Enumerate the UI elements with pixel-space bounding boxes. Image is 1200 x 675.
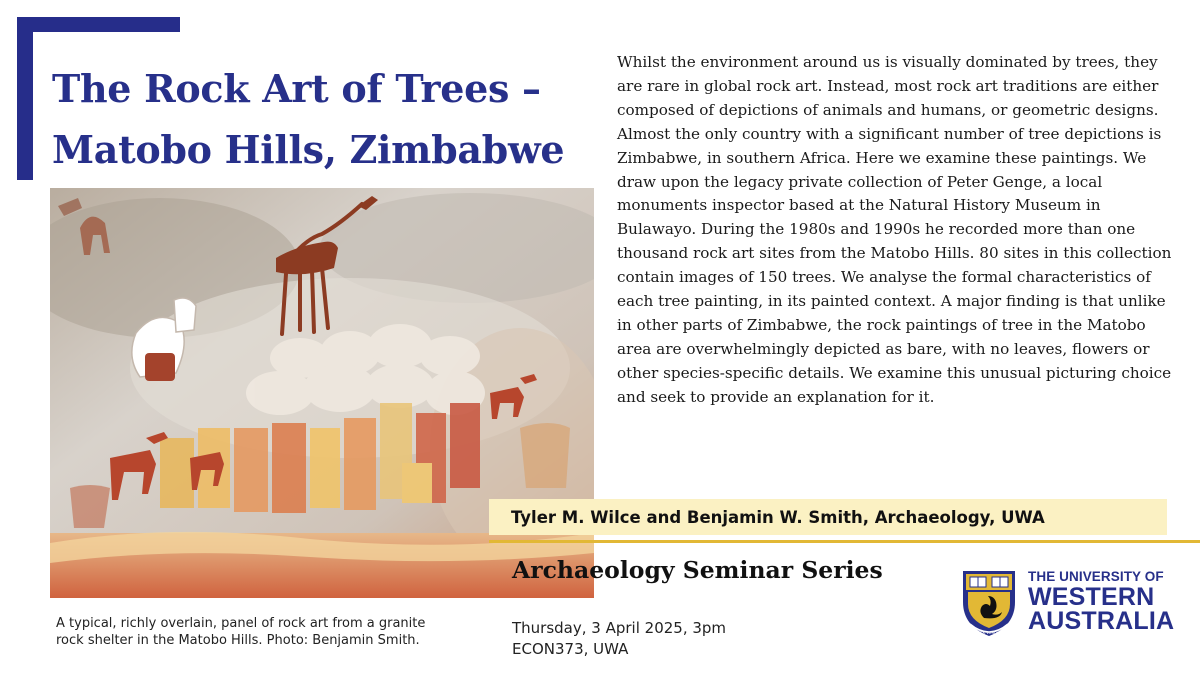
university-name-line-2: WESTERN bbox=[1028, 583, 1155, 611]
title-line-2: Matobo Hills, Zimbabwe bbox=[52, 127, 565, 172]
university-name-line-1: THE UNIVERSITY OF bbox=[1028, 569, 1164, 584]
slide-title bbox=[52, 58, 592, 180]
caption-line-2: rock shelter in the Matobo Hills. Photo: Benjamin Smith. bbox=[56, 633, 420, 648]
accent-bar-top bbox=[17, 17, 180, 32]
event-date-time: Thursday, 3 April 2025, 3pm bbox=[512, 619, 727, 637]
abstract-text: Whilst the environment around us is visually dominated by trees, they are rare in global rock art. Instead, most rock art traditions are either composed of depictions of animals and humans, or geometric designs. Almost the only country with a significant number of tree depictions is Zimbabwe, in southern Africa. Here we examine these paintings. We draw upon the legacy private collection of Peter Genge, a local monuments inspector based at the Natural History Museum in Bulawayo. During the 1980s and 1990s he recorded more than one thousand rock art sites from the Matobo Hills. 80 sites in this collection contain images of 150 trees. We analyse the formal characteristics of each tree painting, in its painted context. A major finding is that unlike in other parts of Zimbabwe, the rock paintings of tree in the Matobo area are overwhelmingly depicted as bare, with no leaves, flowers or other species-specific details. We examine this unusual picturing choice and seek to provide an explanation for it. bbox=[617, 53, 1172, 406]
crest-motto: SEEK WISDOM bbox=[974, 630, 1004, 635]
university-name bbox=[1028, 569, 1175, 635]
seminar-series-title: Archaeology Seminar Series bbox=[512, 556, 883, 584]
accent-bar-left bbox=[17, 17, 33, 180]
uwa-crest-icon bbox=[960, 568, 1018, 638]
event-venue: ECON373, UWA bbox=[512, 640, 629, 658]
caption-line-1: A typical, richly overlain, panel of rock art from a granite bbox=[56, 616, 426, 631]
author-line: Tyler M. Wilce and Benjamin W. Smith, Archaeology, UWA bbox=[511, 508, 1045, 527]
rock-art-photo bbox=[50, 188, 594, 598]
title-line-1: The Rock Art of Trees – bbox=[52, 66, 541, 111]
event-details bbox=[512, 618, 912, 660]
gold-divider bbox=[489, 540, 1200, 543]
photo-caption bbox=[56, 615, 496, 649]
university-name-line-3: AUSTRALIA bbox=[1028, 607, 1175, 635]
uwa-logo bbox=[960, 568, 1175, 640]
